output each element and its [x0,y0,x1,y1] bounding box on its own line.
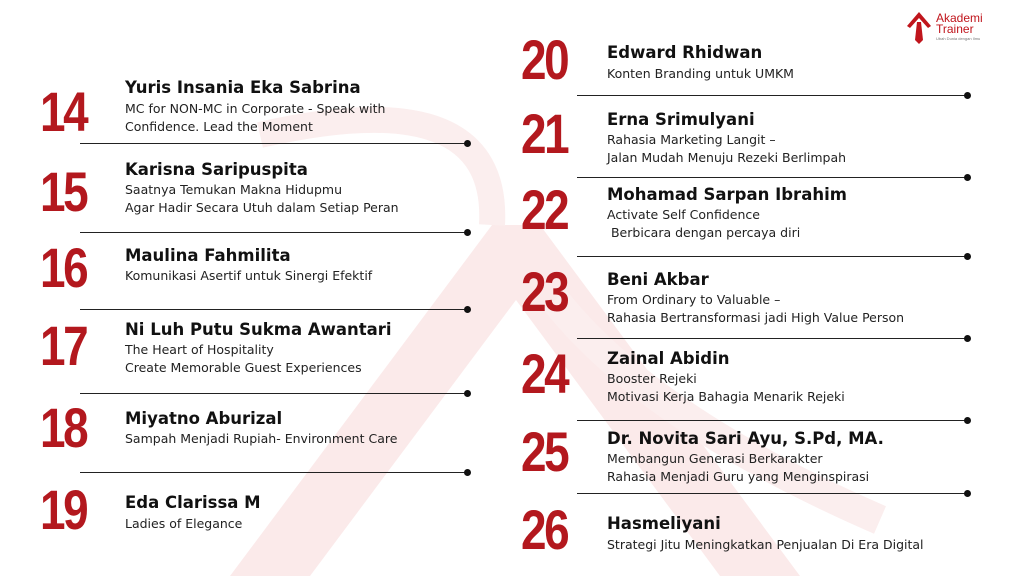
divider-line [577,256,967,257]
session-title: Strategi Jitu Meningkatkan Penjualan Di Era Digital [607,537,924,552]
divider-dot [464,390,471,397]
trainer-name: Miyatno Aburizal [125,409,283,428]
trainer-name: Eda Clarissa M [125,493,261,512]
entry-number: 24 [521,342,568,405]
divider-dot [964,490,971,497]
session-title: Booster Rejeki Motivasi Kerja Bahagia Menarik Rejeki [607,371,845,404]
akademi-trainer-logo [906,10,996,50]
entry-number: 16 [40,236,87,299]
session-title: Membangun Generasi Berkarakter Rahasia Menjadi Guru yang Menginspirasi [607,451,870,484]
tie-icon [906,10,932,44]
logo-text-line2: Trainer [936,22,974,36]
session-title: Activate Self Confidence Berbicara dengan percaya diri [607,207,801,240]
divider-dot [464,469,471,476]
divider-line [577,338,967,339]
trainer-name: Karisna Saripuspita [125,160,308,179]
logo-tagline: Ubah Dunia dengan Ilmu [936,36,981,41]
trainer-name: Maulina Fahmilita [125,246,291,265]
trainer-name: Edward Rhidwan [607,43,763,62]
divider-line [80,232,467,233]
divider-dot [964,174,971,181]
trainer-name: Beni Akbar [607,270,709,289]
divider-line [577,493,967,494]
entry-number: 26 [521,498,568,561]
divider-dot [464,229,471,236]
divider-line [80,309,467,310]
trainer-name: Mohamad Sarpan Ibrahim [607,185,847,204]
divider-line [577,177,967,178]
entry-number: 22 [521,178,568,241]
divider-dot [464,140,471,147]
entry-number: 25 [521,420,568,483]
divider-line [577,420,967,421]
session-title: Ladies of Elegance [125,516,243,531]
entry-number: 21 [521,102,568,165]
trainer-name: Yuris Insania Eka Sabrina [125,78,361,97]
divider-line [80,472,467,473]
divider-dot [964,417,971,424]
divider-line [80,393,467,394]
entry-number: 17 [40,314,87,377]
trainer-name: Dr. Novita Sari Ayu, S.Pd, MA. [607,429,884,448]
entry-number: 15 [40,160,87,223]
session-title: Saatnya Temukan Makna Hidupmu Agar Hadir Secara Utuh dalam Setiap Peran [125,182,399,215]
divider-line [577,95,967,96]
session-title: From Ordinary to Valuable – Rahasia Bertransformasi jadi High Value Person [607,292,905,325]
session-title: Rahasia Marketing Langit – Jalan Mudah Menuju Rezeki Berlimpah [607,132,847,165]
divider-dot [964,335,971,342]
trainer-name: Zainal Abidin [607,349,730,368]
trainer-name: Hasmeliyani [607,514,721,533]
entry-number: 18 [40,396,87,459]
entry-number: 20 [521,28,568,91]
divider-dot [964,92,971,99]
divider-dot [464,306,471,313]
trainer-name: Erna Srimulyani [607,110,755,129]
divider-dot [964,253,971,260]
trainer-name: Ni Luh Putu Sukma Awantari [125,320,392,339]
session-title: MC for NON-MC in Corporate - Speak with Confidence. Lead the Moment [125,101,386,134]
entry-number: 14 [40,80,87,143]
session-title: The Heart of Hospitality Create Memorable Guest Experiences [125,342,362,375]
entry-number: 23 [521,260,568,323]
logo-text-line1: Akademi [936,11,983,25]
divider-line [80,143,467,144]
session-title: Komunikasi Asertif untuk Sinergi Efektif [125,268,373,283]
session-title: Sampah Menjadi Rupiah- Environment Care [125,431,398,446]
entry-number: 19 [40,478,87,541]
session-title: Konten Branding untuk UMKM [607,66,794,81]
